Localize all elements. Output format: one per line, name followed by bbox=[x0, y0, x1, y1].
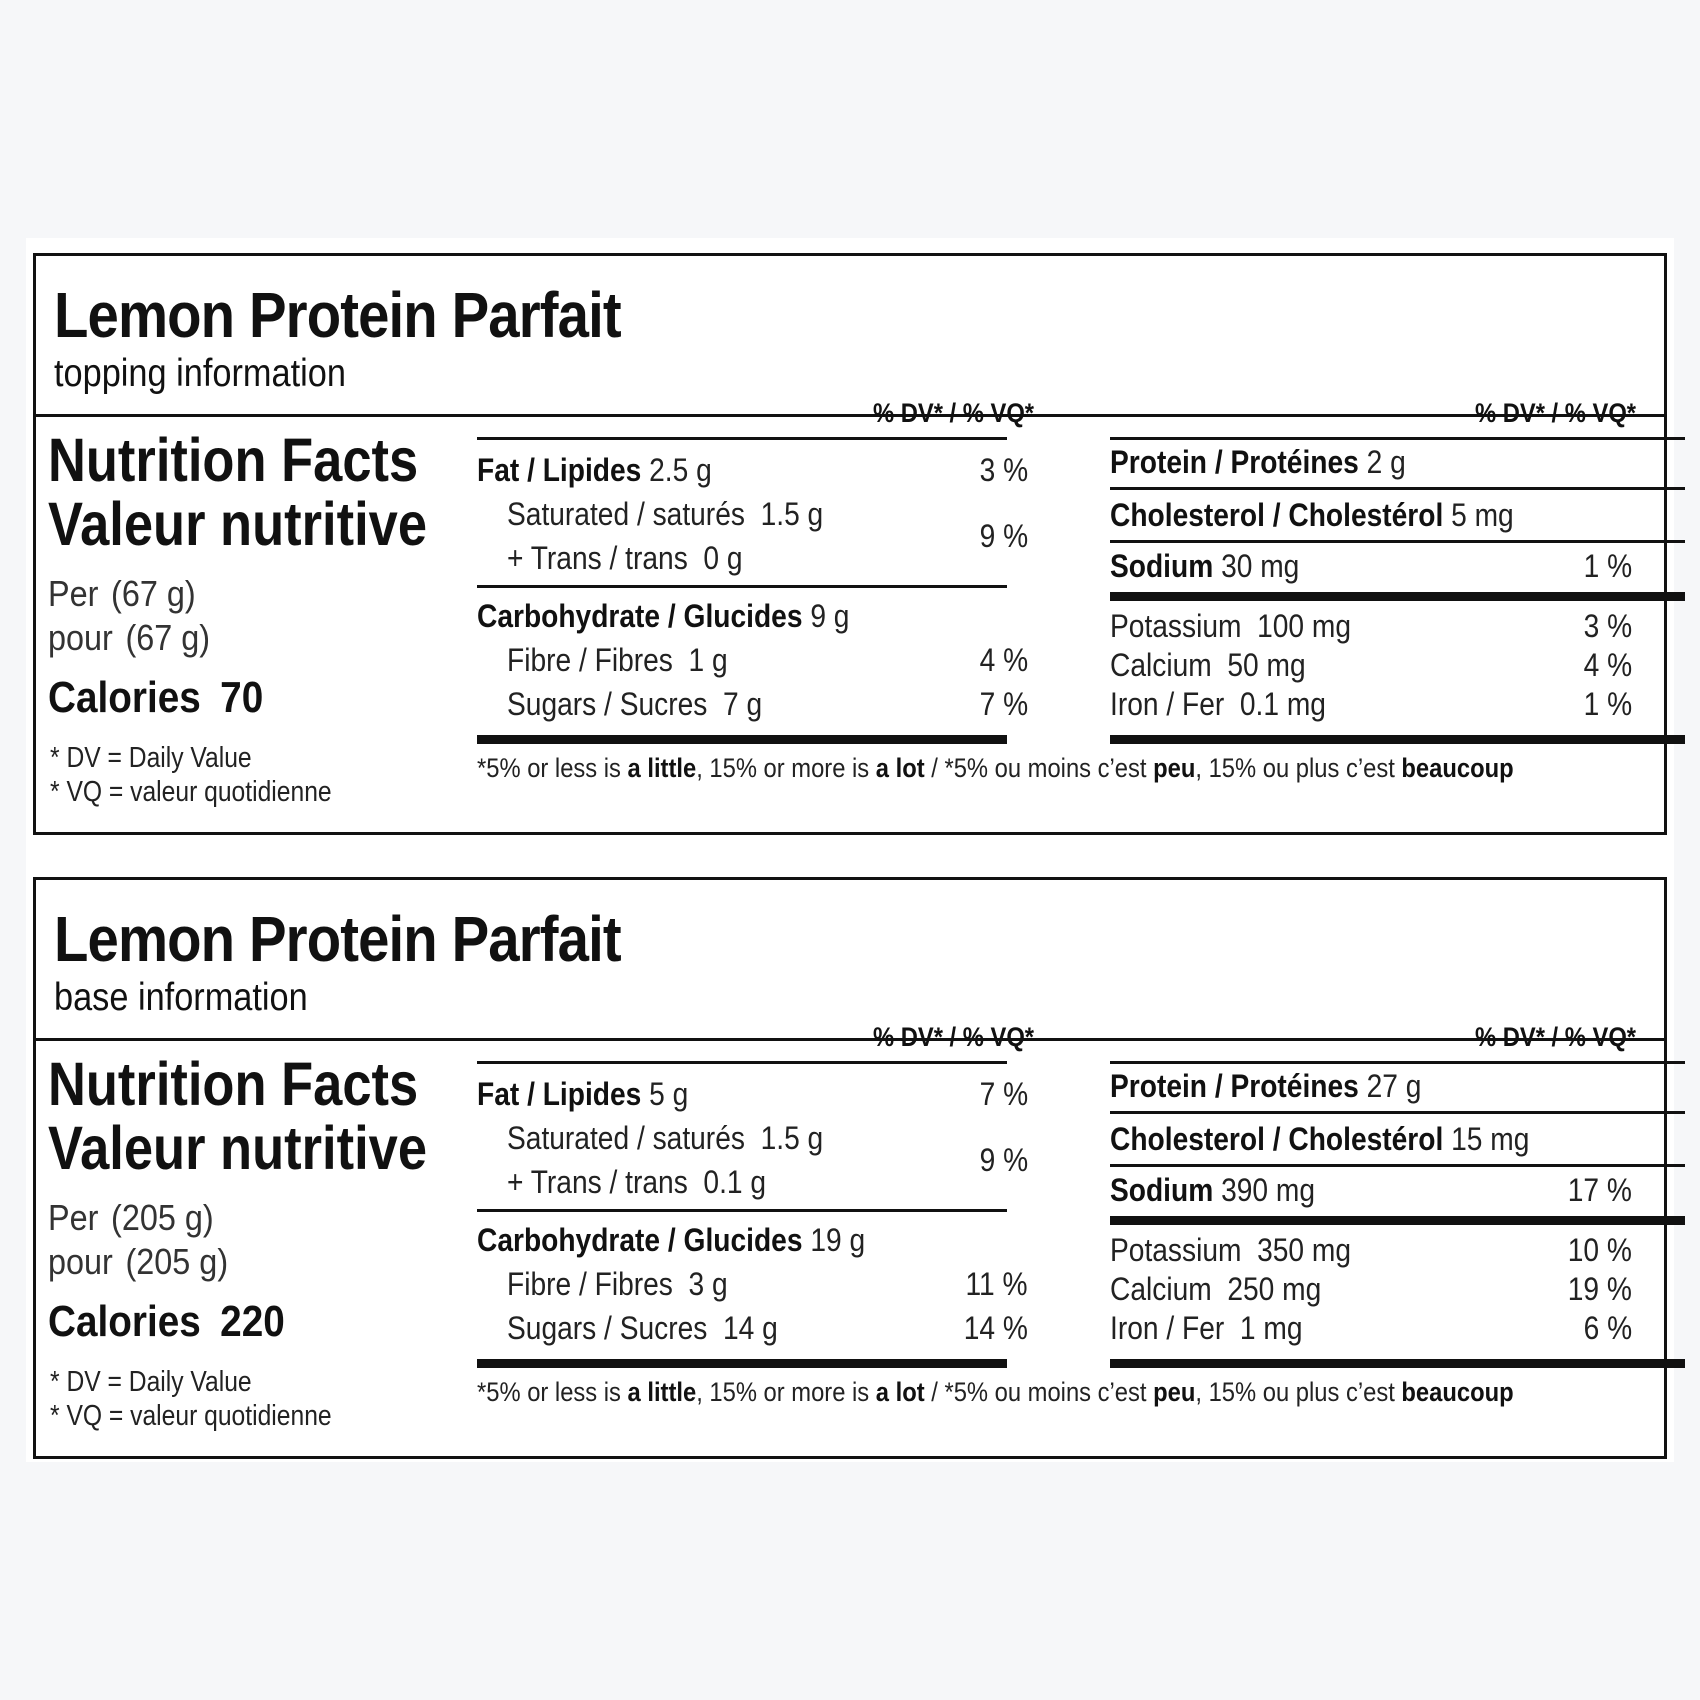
iron-row bbox=[1110, 686, 1326, 723]
iron-amount: 0.1 mg bbox=[1239, 686, 1326, 722]
calories bbox=[48, 1297, 285, 1347]
calcium-label: Calcium bbox=[1110, 647, 1212, 683]
footnote-text: , 15% ou plus c’est bbox=[1195, 1377, 1402, 1407]
fibre-label: Fibre / Fibres bbox=[507, 642, 673, 678]
product-subtitle: base information bbox=[54, 976, 308, 1019]
product-subtitle: topping information bbox=[54, 352, 346, 395]
fibre-amount: 3 g bbox=[688, 1266, 728, 1302]
divider bbox=[477, 437, 1007, 440]
thick-divider bbox=[1110, 1216, 1685, 1225]
calcium-label: Calcium bbox=[1110, 1271, 1212, 1307]
trans-label: + Trans / trans bbox=[507, 1164, 688, 1200]
cholesterol-label: Cholesterol / Cholestérol bbox=[1110, 497, 1444, 533]
nutrition-label-base bbox=[33, 877, 1667, 1459]
footnote-bold: peu bbox=[1153, 1377, 1196, 1407]
potassium-dv: 10 % bbox=[1567, 1232, 1632, 1268]
serving-size-en bbox=[48, 1197, 214, 1239]
iron-dv: 1 % bbox=[1583, 686, 1632, 722]
fat-label: Fat / Lipides bbox=[477, 1076, 642, 1112]
footnote-text: , 15% or more is bbox=[696, 753, 876, 783]
footnote-text: / *5% ou moins c’est bbox=[924, 753, 1154, 783]
per-label: Per bbox=[48, 1197, 99, 1238]
trans-label: + Trans / trans bbox=[507, 540, 688, 576]
thick-divider bbox=[1110, 592, 1685, 601]
dv-note: * DV = Daily Value bbox=[50, 1366, 252, 1398]
sodium-row bbox=[1110, 548, 1299, 585]
protein-amount: 2 g bbox=[1366, 444, 1406, 480]
fibre-dv: 11 % bbox=[965, 1266, 1028, 1302]
cholesterol-amount: 5 mg bbox=[1451, 497, 1514, 533]
carbohydrate-amount: 9 g bbox=[810, 598, 850, 634]
saturated-label: Saturated / saturés bbox=[507, 496, 745, 532]
sat-trans-dv: 9 % bbox=[979, 518, 1028, 554]
saturated-amount: 1.5 g bbox=[760, 496, 824, 532]
product-title: Lemon Protein Parfait bbox=[54, 903, 621, 975]
potassium-amount: 350 mg bbox=[1257, 1232, 1352, 1268]
protein-amount: 27 g bbox=[1366, 1068, 1422, 1104]
serving-size-fr bbox=[48, 617, 210, 659]
fibre-dv: 4 % bbox=[979, 642, 1028, 678]
saturated-amount: 1.5 g bbox=[760, 1120, 824, 1156]
footnote-bold: beaucoup bbox=[1401, 1377, 1514, 1407]
saturated-row bbox=[507, 496, 823, 533]
divider bbox=[1110, 437, 1685, 440]
footnote-text: *5% or less is bbox=[477, 1377, 628, 1407]
cholesterol-row bbox=[1110, 497, 1514, 534]
vq-note: * VQ = valeur quotidienne bbox=[50, 1400, 332, 1432]
saturated-row bbox=[507, 1120, 823, 1157]
footnote bbox=[477, 753, 1514, 784]
footnote-text: , 15% ou plus c’est bbox=[1195, 753, 1402, 783]
calories-label: Calories bbox=[48, 1297, 201, 1346]
carbohydrate-label: Carbohydrate / Glucides bbox=[477, 598, 803, 634]
sodium-dv: 1 % bbox=[1583, 548, 1632, 584]
thick-divider bbox=[477, 735, 1007, 744]
calcium-dv: 4 % bbox=[1583, 647, 1632, 683]
sodium-dv: 17 % bbox=[1567, 1172, 1632, 1208]
serving-amount: (205 g) bbox=[111, 1197, 214, 1238]
divider bbox=[1110, 540, 1685, 543]
serving-amount: (67 g) bbox=[111, 573, 196, 614]
trans-row bbox=[507, 540, 743, 577]
per-label: Per bbox=[48, 573, 99, 614]
serving-size-fr bbox=[48, 1241, 228, 1283]
sodium-label: Sodium bbox=[1110, 1172, 1214, 1208]
dv-header: % DV* / % VQ* bbox=[1474, 398, 1636, 428]
fat-row bbox=[477, 1076, 688, 1113]
calories-value: 220 bbox=[220, 1297, 285, 1346]
fibre-amount: 1 g bbox=[688, 642, 728, 678]
fibre-label: Fibre / Fibres bbox=[507, 1266, 673, 1302]
fibre-row bbox=[507, 642, 728, 679]
fat-dv: 3 % bbox=[979, 452, 1028, 488]
protein-label: Protein / Protéines bbox=[1110, 444, 1359, 480]
sodium-row bbox=[1110, 1172, 1315, 1209]
dv-header: % DV* / % VQ* bbox=[872, 398, 1034, 428]
thick-divider bbox=[1110, 735, 1685, 744]
fibre-row bbox=[507, 1266, 728, 1303]
sat-trans-dv: 9 % bbox=[979, 1142, 1028, 1178]
fat-row bbox=[477, 452, 712, 489]
carbohydrate-label: Carbohydrate / Glucides bbox=[477, 1222, 803, 1258]
cholesterol-label: Cholesterol / Cholestérol bbox=[1110, 1121, 1444, 1157]
footnote-bold: a lot bbox=[875, 753, 925, 783]
cholesterol-amount: 15 mg bbox=[1451, 1121, 1530, 1157]
divider bbox=[1110, 1061, 1685, 1064]
potassium-label: Potassium bbox=[1110, 1232, 1242, 1268]
pour-label: pour bbox=[48, 1241, 113, 1282]
sugars-row bbox=[507, 686, 762, 723]
label-left-column bbox=[36, 1041, 466, 1456]
footnote-text: / *5% ou moins c’est bbox=[924, 1377, 1154, 1407]
divider bbox=[1110, 1164, 1685, 1167]
iron-dv: 6 % bbox=[1583, 1310, 1632, 1346]
potassium-dv: 3 % bbox=[1583, 608, 1632, 644]
fat-label: Fat / Lipides bbox=[477, 452, 642, 488]
label-left-column bbox=[36, 417, 466, 832]
calcium-dv: 19 % bbox=[1567, 1271, 1632, 1307]
dv-header: % DV* / % VQ* bbox=[1474, 1022, 1636, 1052]
sodium-amount: 390 mg bbox=[1221, 1172, 1315, 1208]
dv-note: * DV = Daily Value bbox=[50, 742, 252, 774]
label-header bbox=[36, 880, 1664, 1041]
protein-label: Protein / Protéines bbox=[1110, 1068, 1359, 1104]
carbohydrate-row bbox=[477, 598, 849, 635]
divider bbox=[1110, 1111, 1685, 1114]
iron-amount: 1 mg bbox=[1239, 1310, 1303, 1346]
fat-dv: 7 % bbox=[979, 1076, 1028, 1112]
sugars-label: Sugars / Sucres bbox=[507, 1310, 708, 1346]
serving-amount: (67 g) bbox=[125, 617, 211, 658]
footnote-bold: peu bbox=[1153, 753, 1196, 783]
calcium-row bbox=[1110, 1271, 1321, 1308]
vq-note: * VQ = valeur quotidienne bbox=[50, 776, 332, 808]
footnote bbox=[477, 1377, 1514, 1408]
sugars-amount: 7 g bbox=[722, 686, 763, 722]
potassium-row bbox=[1110, 1232, 1351, 1269]
divider bbox=[477, 585, 1007, 588]
sugars-dv: 14 % bbox=[963, 1310, 1028, 1346]
saturated-label: Saturated / saturés bbox=[507, 1120, 745, 1156]
cholesterol-row bbox=[1110, 1121, 1529, 1158]
footnote-bold: a little bbox=[627, 1377, 697, 1407]
potassium-row bbox=[1110, 608, 1351, 645]
dv-header: % DV* / % VQ* bbox=[872, 1022, 1034, 1052]
fat-amount: 5 g bbox=[649, 1076, 689, 1112]
footnote-bold: a little bbox=[627, 753, 697, 783]
label-header bbox=[36, 256, 1664, 417]
footnote-text: , 15% or more is bbox=[696, 1377, 876, 1407]
protein-row bbox=[1110, 444, 1406, 481]
sugars-dv: 7 % bbox=[979, 686, 1028, 722]
protein-row bbox=[1110, 1068, 1421, 1105]
sodium-amount: 30 mg bbox=[1221, 548, 1300, 584]
product-title: Lemon Protein Parfait bbox=[54, 279, 621, 351]
sugars-amount: 14 g bbox=[722, 1310, 778, 1346]
calcium-amount: 250 mg bbox=[1227, 1271, 1322, 1307]
footnote-bold: a lot bbox=[875, 1377, 925, 1407]
pour-label: pour bbox=[48, 617, 113, 658]
thick-divider bbox=[477, 1359, 1007, 1368]
thick-divider bbox=[1110, 1359, 1685, 1368]
valeur-nutritive-heading: Valeur nutritive bbox=[48, 490, 428, 558]
iron-label: Iron / Fer bbox=[1110, 1310, 1225, 1346]
potassium-amount: 100 mg bbox=[1257, 608, 1352, 644]
sugars-label: Sugars / Sucres bbox=[507, 686, 708, 722]
iron-row bbox=[1110, 1310, 1302, 1347]
calcium-amount: 50 mg bbox=[1227, 647, 1306, 683]
footnote-bold: beaucoup bbox=[1401, 753, 1514, 783]
iron-label: Iron / Fer bbox=[1110, 686, 1225, 722]
serving-amount: (205 g) bbox=[125, 1241, 229, 1282]
trans-amount: 0.1 g bbox=[703, 1164, 767, 1200]
trans-row bbox=[507, 1164, 766, 1201]
calcium-row bbox=[1110, 647, 1306, 684]
divider bbox=[477, 1209, 1007, 1212]
sugars-row bbox=[507, 1310, 778, 1347]
valeur-nutritive-heading: Valeur nutritive bbox=[48, 1114, 428, 1182]
trans-amount: 0 g bbox=[703, 540, 743, 576]
calories-label: Calories bbox=[48, 673, 201, 722]
carbohydrate-amount: 19 g bbox=[810, 1222, 866, 1258]
potassium-label: Potassium bbox=[1110, 608, 1242, 644]
nutrition-label-topping bbox=[33, 253, 1667, 835]
divider bbox=[1110, 487, 1685, 490]
calories-value: 70 bbox=[220, 673, 264, 722]
footnote-text: *5% or less is bbox=[477, 753, 628, 783]
calories bbox=[48, 673, 263, 723]
divider bbox=[477, 1061, 1007, 1064]
fat-amount: 2.5 g bbox=[649, 452, 712, 488]
sodium-label: Sodium bbox=[1110, 548, 1214, 584]
carbohydrate-row bbox=[477, 1222, 865, 1259]
serving-size-en bbox=[48, 573, 196, 615]
nutrition-facts-heading: Nutrition Facts bbox=[48, 1050, 419, 1118]
nutrition-facts-heading: Nutrition Facts bbox=[48, 426, 419, 494]
